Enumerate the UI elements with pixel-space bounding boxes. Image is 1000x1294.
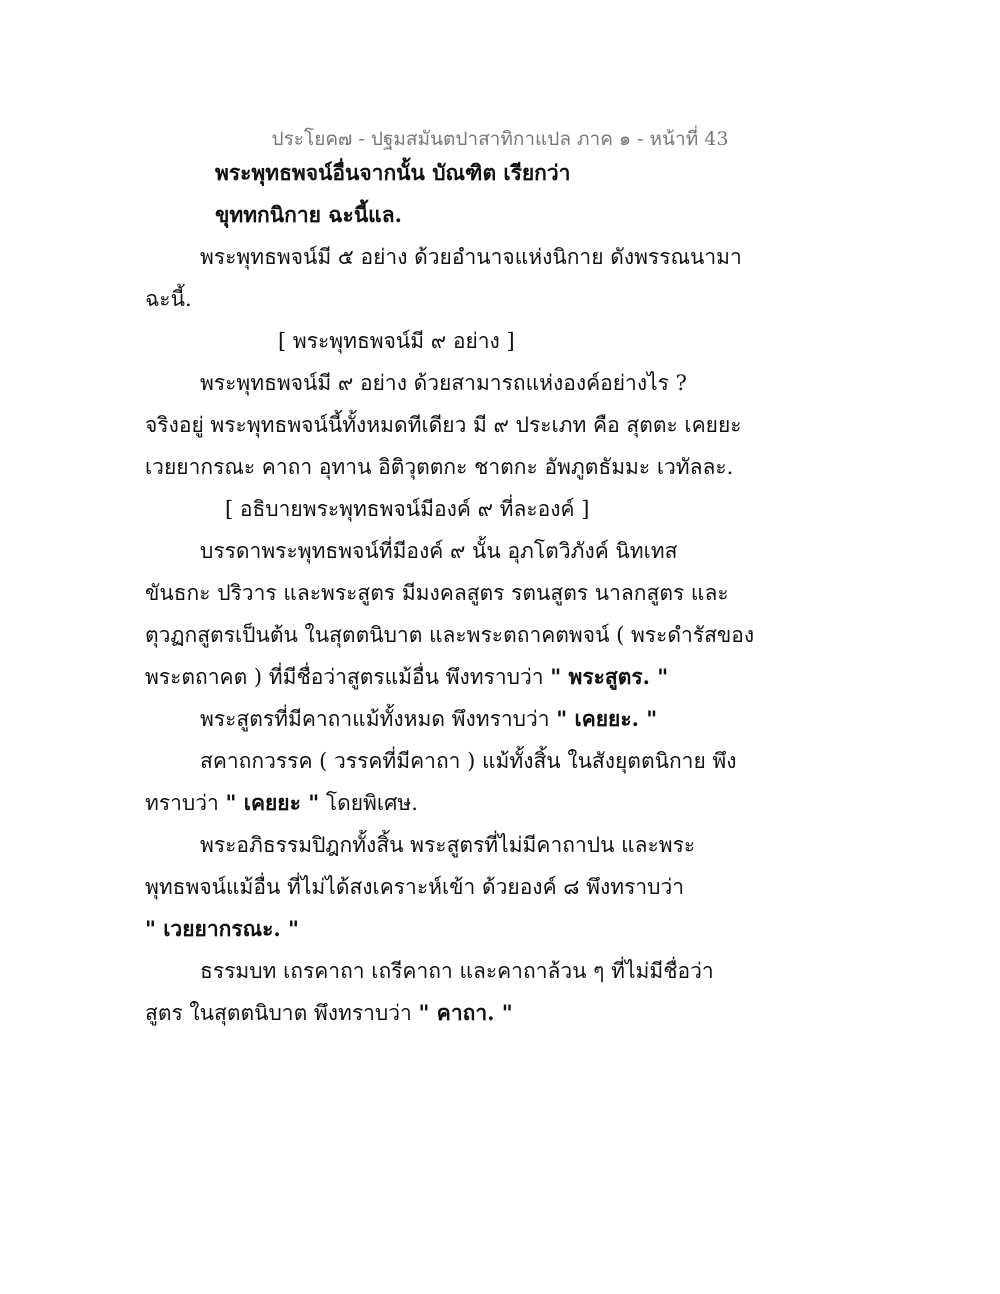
page-header: ประโยค๗ - ปฐมสมันตปาสาทิกาแปล ภาค ๑ - หน้าที่ 43 [271,128,729,150]
text-segment: พระสูตรที่มีคาถาแม้ทั้งหมด พึงทราบว่า [200,707,550,731]
text-line: ขุททกนิกาย ฉะนี้แล. [215,202,402,227]
text-line: พระอภิธรรมปิฎกทั้งสิ้น พระสูตรที่ไม่มีคาถาปน และพระ [200,833,696,857]
section-heading: [ อธิบายพระพุทธพจน์มีองค์ ๙ ที่ละองค์ ] [225,497,590,521]
text-line: พระพุทธพจน์มี ๙ อย่าง ด้วยสามารถแห่งองค์อย่างไร ? [200,371,687,395]
bold-term: " พระสูตร. " [550,664,669,689]
text-segment: ทราบว่า [145,791,219,815]
text-line: จริงอยู่ พระพุทธพจน์นี้ทั้งหมดทีเดียว มี ๙ ประเภท คือ สุตตะ เคยยะ [145,413,742,437]
text-line [200,704,657,734]
bold-term: " เคยยะ. " [556,706,658,731]
text-line [145,662,668,692]
text-line: พระพุทธพจน์มี ๕ อย่าง ด้วยอำนาจแห่งนิกาย ดังพรรณนามา [200,245,742,269]
text-line: พุทธพจน์แม้อื่น ที่ไม่ได้สงเคราะห์เข้า ด้วยองค์ ๘ พึงทราบว่า [145,875,685,899]
text-line [145,788,418,818]
text-line: ธรรมบท เถรคาถา เถรีคาถา และคาถาล้วน ๆ ที่ไม่มีชื่อว่า [200,959,714,983]
text-segment: โดยพิเศษ. [325,791,418,815]
text-line [145,998,513,1028]
bold-term: " คาถา. " [418,1000,513,1025]
section-heading: [ พระพุทธพจน์มี ๙ อย่าง ] [278,329,515,353]
text-line: ขันธกะ ปริวาร และพระสูตร มีมงคลสูตร รตนสูตร นาลกสูตร และ [145,581,729,605]
text-line: ตุวฏกสูตรเป็นต้น ในสุตตนิบาต และพระตถาคตพจน์ ( พระดำรัสของ [145,623,755,647]
bold-term: " เวยยากรณะ. " [145,916,299,941]
text-line: สคาถกวรรค ( วรรคที่มีคาถา ) แม้ทั้งสิ้น ในสังยุตตนิกาย พึง [200,749,737,773]
bold-term: " เคยยะ " [225,790,320,815]
text-line: เวยยากรณะ คาถา อุทาน อิติวุตตกะ ชาตกะ อัพภูตธัมมะ เวทัลละ. [145,455,734,479]
text-segment: สูตร ในสุตตนิบาต พึงทราบว่า [145,1001,412,1025]
text-line: บรรดาพระพุทธพจน์ที่มีองค์ ๙ นั้น อุภโตวิภังค์ นิทเทส [200,539,678,563]
text-line: พระพุทธพจน์อื่นจากนั้น บัณฑิต เรียกว่า [215,160,571,185]
text-line: ฉะนี้. [145,287,192,311]
text-segment: พระตถาคต ) ที่มีชื่อว่าสูตรแม้อื่น พึงทราบว่า [145,665,544,689]
